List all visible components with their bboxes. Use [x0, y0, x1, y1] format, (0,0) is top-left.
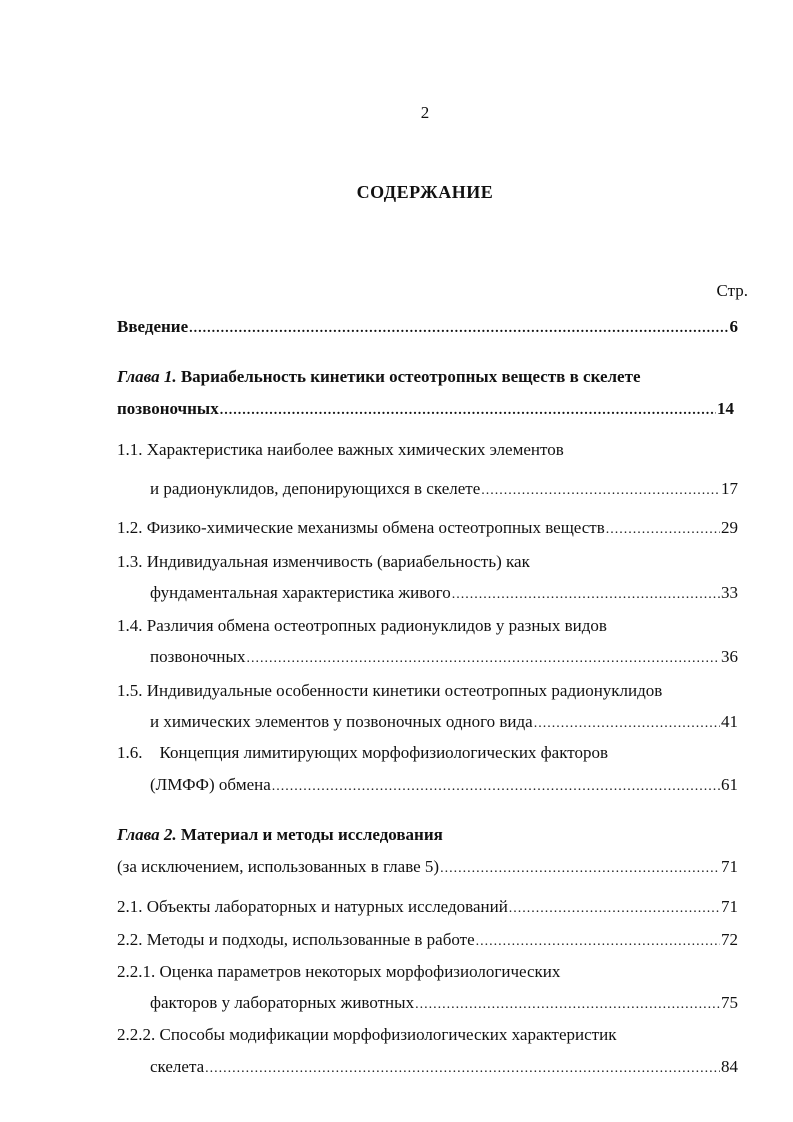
toc-entry-1-2	[117, 517, 738, 541]
toc-leader-dots	[476, 931, 720, 953]
toc-entry-page: 33	[721, 583, 738, 602]
toc-entry-page: 71	[721, 897, 738, 916]
toc-leader-dots	[509, 898, 720, 920]
toc-chapter-2-heading	[117, 824, 443, 846]
toc-leader-dots	[440, 858, 720, 880]
toc-entry-1-6-line1	[117, 742, 608, 764]
toc-entry-text: 1.4. Различия обмена остеотропных радионуклидов у разных видов	[117, 616, 607, 635]
toc-leader-dots	[205, 1058, 720, 1080]
toc-chapter-label: Глава 1.	[117, 367, 177, 386]
toc-entry-1-6	[150, 774, 738, 798]
toc-entry-text: 1.3. Индивидуальная изменчивость (вариабельность) как	[117, 552, 530, 571]
toc-chapter-1-heading	[117, 366, 640, 388]
toc-entry-chapter-2	[117, 856, 738, 880]
toc-leader-dots	[189, 318, 728, 340]
toc-entry-text: 2.2.1. Оценка параметров некоторых морфофизиологических	[117, 962, 561, 981]
toc-entry-text: Введение	[117, 317, 189, 336]
toc-entry-1-1	[150, 478, 738, 502]
toc-entry-page: 61	[721, 775, 738, 794]
toc-entry-page: 6	[729, 317, 738, 336]
toc-entry-text: 1.5. Индивидуальные особенности кинетики остеотропных радионуклидов	[117, 681, 663, 700]
page-title: СОДЕРЖАНИЕ	[356, 182, 494, 202]
toc-entry-text: (за исключением, использованных в главе 5)	[117, 857, 440, 876]
toc-entry-text: 1.1. Характеристика наиболее важных химических элементов	[117, 440, 564, 459]
toc-chapter-label: Глава 2.	[117, 825, 177, 844]
toc-entry-text: позвоночных	[150, 647, 246, 666]
page-number: 2	[420, 103, 430, 122]
toc-entry-1-3-line1	[117, 551, 530, 573]
toc-entry-text: 2.1. Объекты лабораторных и натурных исследований	[117, 897, 508, 916]
toc-leader-dots	[272, 776, 720, 798]
toc-entry-2-1	[117, 896, 738, 920]
toc-entry-page: 29	[721, 518, 738, 537]
toc-leader-dots	[415, 994, 720, 1016]
toc-entry-chapter-1	[117, 398, 734, 422]
toc-entry-1-4-line1	[117, 615, 607, 637]
toc-entry-text: Материал и методы исследования	[180, 825, 443, 844]
toc-entry-text: фундаментальная характеристика живого	[150, 583, 451, 602]
toc-entry-text: и радионуклидов, депонирующихся в скелете	[150, 479, 481, 498]
toc-entry-text: (ЛМФФ) обмена	[150, 775, 271, 794]
toc-entry-page: 41	[721, 712, 738, 731]
toc-entry-2-2-2	[150, 1056, 738, 1080]
toc-entry-2-2-2-line1	[117, 1024, 616, 1046]
toc-entry-text: 1.6. Концепция лимитирующих морфофизиологических факторов	[117, 743, 608, 762]
toc-entry-text: 2.2.2. Способы модификации морфофизиологических характеристик	[117, 1025, 617, 1044]
toc-leader-dots	[534, 713, 720, 735]
toc-entry-text: 1.2. Физико-химические механизмы обмена остеотропных веществ	[117, 518, 605, 537]
toc-entry-1-1-line1	[117, 439, 564, 461]
toc-entry-2-2	[117, 929, 738, 953]
toc-entry-introduction	[117, 316, 738, 340]
toc-leader-dots	[606, 519, 720, 541]
toc-leader-dots	[452, 584, 720, 606]
toc-entry-page: 71	[721, 857, 738, 876]
toc-entry-text: скелета	[150, 1057, 205, 1076]
toc-entry-text: 2.2. Методы и подходы, использованные в работе	[117, 930, 475, 949]
toc-leader-dots	[220, 400, 716, 422]
toc-entry-1-5-line1	[117, 680, 662, 702]
page-column-label: Стр.	[716, 281, 748, 300]
toc-entry-page: 84	[721, 1057, 738, 1076]
toc-entry-text: Вариабельность кинетики остеотропных веществ в скелете	[180, 367, 641, 386]
toc-entry-page: 72	[721, 930, 738, 949]
toc-entry-page: 17	[721, 479, 738, 498]
toc-entry-1-4	[150, 646, 738, 670]
toc-entry-2-2-1-line1	[117, 961, 560, 983]
toc-leader-dots	[246, 648, 720, 670]
toc-entry-1-5	[150, 711, 738, 735]
toc-entry-text: позвоночных	[117, 399, 219, 418]
toc-entry-page: 36	[721, 647, 738, 666]
toc-leader-dots	[481, 480, 720, 502]
toc-entry-2-2-1	[150, 992, 738, 1016]
toc-entry-page: 75	[721, 993, 738, 1012]
toc-entry-page: 14	[717, 399, 734, 418]
toc-entry-text: факторов у лабораторных животных	[150, 993, 415, 1012]
toc-entry-text: и химических элементов у позвоночных одного вида	[150, 712, 533, 731]
toc-entry-1-3	[150, 582, 738, 606]
